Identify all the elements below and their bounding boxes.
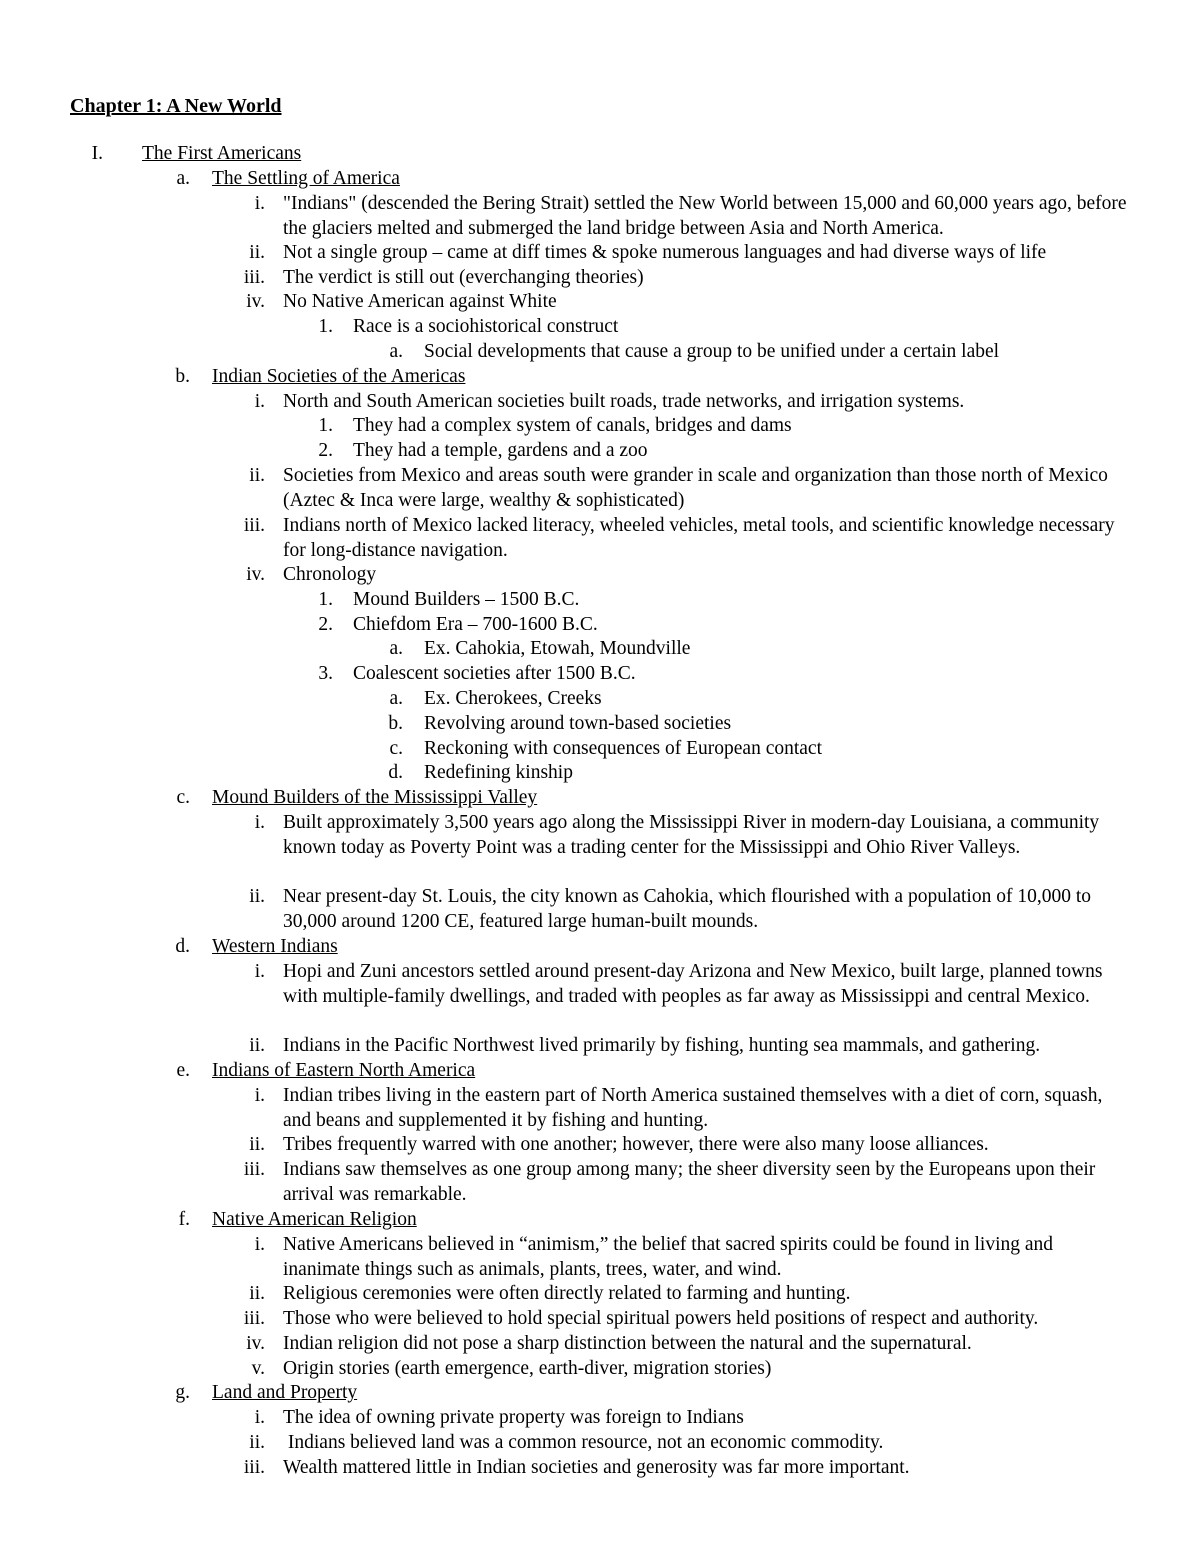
list-marker: 2. xyxy=(318,614,333,635)
list-text: Chronology xyxy=(283,564,377,585)
list-marker: c. xyxy=(389,738,403,759)
list-text: Redefining kinship xyxy=(424,762,573,783)
list-marker: iv. xyxy=(246,291,265,312)
list-text: The idea of owning private property was foreign to Indians xyxy=(283,1407,744,1428)
list-text: Wealth mattered little in Indian societies and generosity was far more important. xyxy=(283,1457,910,1478)
list-marker: iii. xyxy=(243,1457,265,1478)
list-marker: 3. xyxy=(318,663,333,684)
section-heading: Land and Property xyxy=(212,1382,358,1403)
list-marker: ii. xyxy=(249,465,265,486)
list-marker: 2. xyxy=(318,440,333,461)
list-text: Social developments that cause a group to be unified under a certain label xyxy=(424,341,1000,362)
list-text: Indians believed land was a common resource, not an economic commodity. xyxy=(283,1432,884,1453)
list-marker: ii. xyxy=(249,1134,265,1155)
list-marker: iii. xyxy=(243,515,265,536)
list-marker: iv. xyxy=(246,1333,265,1354)
list-text: Indian tribes living in the eastern part of North America sustained themselves with a diet of corn, squash, and beans and supplemented it by fishing and hunting. xyxy=(283,1085,1108,1131)
list-marker: g. xyxy=(175,1382,190,1403)
list-text: Religious ceremonies were often directly related to farming and hunting. xyxy=(283,1283,851,1304)
list-text: Chiefdom Era – 700-1600 B.C. xyxy=(353,614,598,635)
list-text: Ex. Cherokees, Creeks xyxy=(424,688,602,709)
list-text: Built approximately 3,500 years ago along the Mississippi River in modern-day Louisiana, a community known today as Poverty Point was a trading center for the Mississippi and Ohio River Valleys. xyxy=(283,812,1105,858)
list-text: Indians in the Pacific Northwest lived primarily by fishing, hunting sea mammals, and gathering. xyxy=(283,1035,1041,1056)
list-text: Revolving around town-based societies xyxy=(424,713,732,734)
list-text: Indians saw themselves as one group among many; the sheer diversity seen by the Europeans upon their arrival was remarkable. xyxy=(283,1159,1101,1205)
list-marker: b. xyxy=(388,713,403,734)
section-heading: Native American Religion xyxy=(212,1209,417,1230)
list-marker: 1. xyxy=(318,415,333,436)
list-text: They had a complex system of canals, bridges and dams xyxy=(353,415,792,436)
list-marker: i. xyxy=(254,812,265,833)
list-marker: ii. xyxy=(249,1432,265,1453)
list-marker: f. xyxy=(178,1209,190,1230)
list-marker: 1. xyxy=(318,589,333,610)
list-marker: a. xyxy=(176,168,190,189)
list-marker: d. xyxy=(388,762,403,783)
list-marker: b. xyxy=(175,366,190,387)
list-marker: c. xyxy=(176,787,190,808)
list-marker: ii. xyxy=(249,242,265,263)
list-marker: i. xyxy=(254,193,265,214)
list-text: The verdict is still out (everchanging theories) xyxy=(283,267,644,288)
list-marker: ii. xyxy=(249,886,265,907)
list-text: Indians north of Mexico lacked literacy, wheeled vehicles, metal tools, and scientific knowledge necessary for long-distance navigation. xyxy=(283,515,1120,561)
list-marker: i. xyxy=(254,1234,265,1255)
list-text: Not a single group – came at diff times & spoke numerous languages and had diverse ways of life xyxy=(283,242,1047,263)
list-marker: i. xyxy=(254,391,265,412)
list-marker: i. xyxy=(254,961,265,982)
section-heading: The Settling of America xyxy=(212,168,400,189)
list-marker: a. xyxy=(389,688,403,709)
list-text: Ex. Cahokia, Etowah, Moundville xyxy=(424,638,691,659)
section-heading: Indians of Eastern North America xyxy=(212,1060,476,1081)
list-text: Those who were believed to hold special spiritual powers held positions of respect and authority. xyxy=(283,1308,1039,1329)
list-marker: v. xyxy=(251,1358,265,1379)
list-marker: iv. xyxy=(246,564,265,585)
list-marker: 1. xyxy=(318,316,333,337)
list-marker: a. xyxy=(389,341,403,362)
list-text: Native Americans believed in “animism,” the belief that sacred spirits could be found in living and inanimate things such as animals, plants, trees, water, and wind. xyxy=(283,1234,1058,1280)
section-heading: Mound Builders of the Mississippi Valley xyxy=(212,787,538,808)
list-marker: d. xyxy=(175,936,190,957)
list-text: Hopi and Zuni ancestors settled around present-day Arizona and New Mexico, built large, planned towns with multiple-family dwellings, and traded with peoples as far away as Mississippi and central Mexico. xyxy=(283,961,1108,1007)
list-text: Race is a sociohistorical construct xyxy=(353,316,619,337)
list-marker: iii. xyxy=(243,267,265,288)
list-marker: ii. xyxy=(249,1283,265,1304)
list-text: Origin stories (earth emergence, earth-diver, migration stories) xyxy=(283,1358,772,1379)
list-marker: iii. xyxy=(243,1308,265,1329)
list-text: No Native American against White xyxy=(283,291,557,312)
section-heading: Indian Societies of the Americas xyxy=(212,366,466,387)
list-text: Near present-day St. Louis, the city known as Cahokia, which flourished with a population of 10,000 to 30,000 around 1200 CE, featured large human-built mounds. xyxy=(283,886,1096,932)
list-marker: I. xyxy=(91,143,103,164)
list-marker: i. xyxy=(254,1407,265,1428)
section-heading: The First Americans xyxy=(142,143,302,164)
list-text: Tribes frequently warred with one another; however, there were also many loose alliances. xyxy=(283,1134,989,1155)
list-text: North and South American societies built roads, trade networks, and irrigation systems. xyxy=(283,391,965,412)
section-heading: Western Indians xyxy=(212,936,338,957)
list-marker: ii. xyxy=(249,1035,265,1056)
list-text: They had a temple, gardens and a zoo xyxy=(353,440,648,461)
list-marker: a. xyxy=(389,638,403,659)
list-text: Reckoning with consequences of European contact xyxy=(424,738,822,759)
list-text: Societies from Mexico and areas south were grander in scale and organization than those north of Mexico (Aztec & Inca were large, wealthy & sophisticated) xyxy=(283,465,1113,511)
list-marker: e. xyxy=(176,1060,190,1081)
list-text: "Indians" (descended the Bering Strait) settled the New World between 15,000 and 60,000 years ago, before the glaciers melted and submerged the land bridge between Asia and North America. xyxy=(283,193,1132,239)
list-text: Indian religion did not pose a sharp distinction between the natural and the supernatural. xyxy=(283,1333,972,1354)
list-text: Mound Builders – 1500 B.C. xyxy=(353,589,580,610)
list-text: Coalescent societies after 1500 B.C. xyxy=(353,663,636,684)
list-marker: iii. xyxy=(243,1159,265,1180)
chapter-title: Chapter 1: A New World xyxy=(70,95,282,117)
list-marker: i. xyxy=(254,1085,265,1106)
